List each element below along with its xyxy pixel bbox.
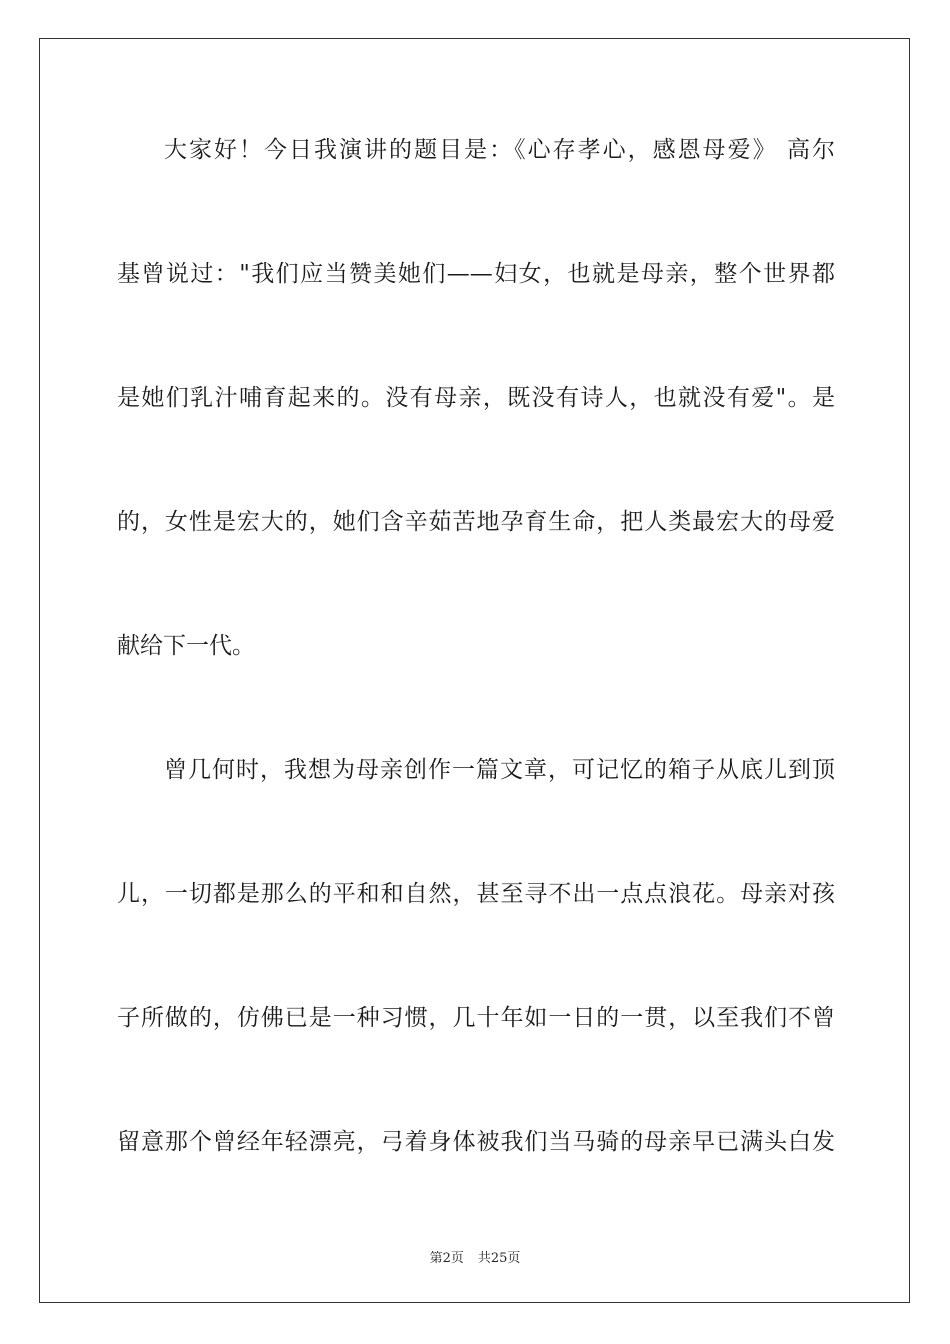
page-footer <box>0 1247 950 1266</box>
paragraph-1-line-5: 献给下一代。 <box>117 633 255 659</box>
page-number: 第2页 <box>429 1251 464 1266</box>
paragraph-1-line-1: 大家好！今日我演讲的题目是：《心存孝心，感恩母爱》 高尔 <box>164 137 835 163</box>
paragraph-1-line-2: 基曾说过："我们应当赞美她们——妇女，也就是母亲，整个世界都 <box>117 261 835 287</box>
paragraph-2-line-2: 儿，一切都是那么的平和和自然，甚至寻不出一点点浪花。母亲对孩 <box>117 881 835 907</box>
paragraph-1-line-4: 的，女性是宏大的，她们含辛茹苦地孕育生命，把人类最宏大的母爱 <box>117 509 835 535</box>
paragraph-2-line-1: 曾几何时，我想为母亲创作一篇文章，可记忆的箱子从底儿到顶 <box>164 757 835 783</box>
page-border <box>39 38 910 1303</box>
paragraph-2-line-3: 子所做的，仿佛已是一种习惯，几十年如一日的一贯，以至我们不曾 <box>117 1005 835 1031</box>
paragraph-2-line-4: 留意那个曾经年轻漂亮，弓着身体被我们当马骑的母亲早已满头白发 <box>117 1129 835 1155</box>
page-total: 共25页 <box>477 1251 521 1266</box>
paragraph-1-line-3: 是她们乳汁哺育起来的。没有母亲，既没有诗人，也就没有爱"。是 <box>117 385 835 411</box>
